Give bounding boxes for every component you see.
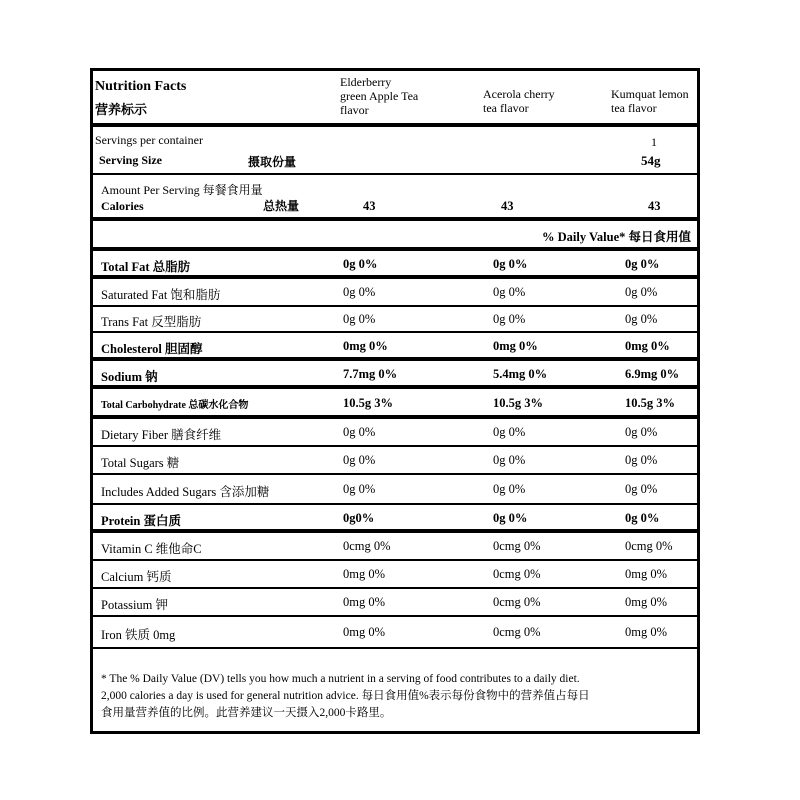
calories-value-1: 43: [363, 199, 376, 213]
panel-title-cn: 营养标示: [95, 102, 148, 117]
nutrient-value-3: 0mg 0%: [625, 595, 668, 609]
nutrient-label: Sodium 钠: [101, 370, 158, 384]
nutrient-value-1: 0mg 0%: [343, 339, 388, 353]
nutrient-value-3: 0cmg 0%: [625, 539, 673, 553]
nutrient-value-3: 0mg 0%: [625, 625, 668, 639]
nutrient-value-2: 0g 0%: [493, 312, 526, 326]
calories-label-cn: 总热量: [263, 199, 300, 213]
nutrient-row: [93, 617, 697, 649]
nutrient-value-2: 10.5g 3%: [493, 396, 543, 410]
calories-row: [93, 175, 697, 221]
nutrient-value-2: 0g 0%: [493, 482, 526, 496]
serving-size-label-cn: 摄取份量: [248, 155, 297, 169]
nutrition-facts-panel: [90, 68, 700, 734]
nutrient-row: [93, 333, 697, 361]
nutrient-label: Protein 蛋白质: [101, 514, 181, 528]
nutrient-value-1: 0mg 0%: [343, 567, 386, 581]
servings-value: 1: [651, 135, 657, 149]
nutrient-value-1: 0g 0%: [343, 257, 378, 271]
servings-row: [93, 127, 697, 175]
panel-title: Nutrition Facts: [95, 79, 187, 94]
daily-value-header: % Daily Value* 每日食用值: [542, 230, 691, 244]
footnote: * The % Daily Value (DV) tells you how much a nutrient in a serving of food contributes to a daily diet. 2,000 calories a day is used for general nutrition advice. 每日食用值%表示每份食物中的营养值占每日 食用量营养值的比例。此营养建议一天摄入2,000卡路里。: [101, 673, 590, 719]
nutrient-value-3: 0g 0%: [625, 257, 660, 271]
serving-size-value: 54g: [641, 153, 661, 168]
nutrient-label: Total Sugars 糖: [101, 456, 180, 470]
nutrient-value-1: 0g 0%: [343, 285, 376, 299]
nutrient-value-1: 0g 0%: [343, 425, 376, 439]
nutrient-value-2: 0g 0%: [493, 511, 528, 525]
nutrient-row: [93, 389, 697, 419]
nutrient-label: Vitamin C 维他命C: [101, 542, 202, 556]
calories-label: Calories: [101, 199, 144, 213]
nutrient-value-1: 10.5g 3%: [343, 396, 393, 410]
nutrient-value-2: 0cmg 0%: [493, 567, 541, 581]
nutrient-label: Saturated Fat 饱和脂肪: [101, 288, 221, 302]
nutrient-value-1: 0g0%: [343, 511, 375, 525]
nutrient-value-2: 0cmg 0%: [493, 539, 541, 553]
col-header-acerola: Acerola cherry tea flavor: [483, 87, 555, 115]
nutrient-value-3: 0g 0%: [625, 425, 658, 439]
calories-value-2: 43: [501, 199, 514, 213]
nutrient-value-2: 5.4mg 0%: [493, 367, 548, 381]
nutrient-value-3: 0mg 0%: [625, 339, 670, 353]
nutrient-value-3: 10.5g 3%: [625, 396, 675, 410]
nutrient-value-1: 0g 0%: [343, 482, 376, 496]
nutrient-value-3: 0g 0%: [625, 285, 658, 299]
nutrient-label: Calcium 钙质: [101, 570, 172, 584]
nutrient-label: Iron 铁质 0mg: [101, 628, 176, 642]
nutrient-label: Total Carbohydrate 总碳水化合物: [101, 400, 249, 411]
nutrient-row: [93, 279, 697, 307]
nutrient-value-1: 7.7mg 0%: [343, 367, 398, 381]
nutrient-value-1: 0g 0%: [343, 453, 376, 467]
col-header-kumquat: Kumquat lemon tea flavor: [611, 87, 689, 115]
nutrient-row: [93, 505, 697, 533]
nutrient-label: Trans Fat 反型脂肪: [101, 315, 202, 329]
calories-value-3: 43: [648, 199, 661, 213]
nutrient-row: [93, 475, 697, 505]
nutrient-label: Dietary Fiber 膳食纤维: [101, 428, 222, 442]
nutrient-value-3: 0g 0%: [625, 511, 660, 525]
nutrient-label: Total Fat 总脂肪: [101, 260, 191, 274]
amount-per-serving-label: Amount Per Serving 每餐食用量: [101, 183, 263, 197]
nutrient-value-2: 0g 0%: [493, 285, 526, 299]
header-row: [93, 71, 697, 127]
nutrient-row: [93, 447, 697, 475]
nutrient-value-3: 6.9mg 0%: [625, 367, 680, 381]
col-header-elderberry: Elderberry green Apple Tea flavor: [340, 75, 419, 117]
nutrient-value-1: 0g 0%: [343, 312, 376, 326]
nutrient-label: Potassium 钾: [101, 598, 169, 612]
nutrient-value-3: 0mg 0%: [625, 567, 668, 581]
nutrient-row: [93, 361, 697, 389]
nutrient-row: [93, 419, 697, 447]
nutrient-value-2: 0g 0%: [493, 425, 526, 439]
nutrient-value-1: 0cmg 0%: [343, 539, 391, 553]
nutrient-value-2: 0g 0%: [493, 453, 526, 467]
nutrient-value-2: 0cmg 0%: [493, 625, 541, 639]
nutrient-row: [93, 251, 697, 279]
daily-value-header-row: [93, 221, 697, 251]
nutrient-label: Includes Added Sugars 含添加糖: [101, 485, 270, 499]
serving-size-label: Serving Size: [99, 153, 162, 167]
nutrient-row: [93, 589, 697, 617]
nutrient-label: Cholesterol 胆固醇: [101, 342, 203, 356]
servings-label: Servings per container: [95, 133, 203, 147]
nutrient-row: [93, 533, 697, 561]
nutrient-value-1: 0mg 0%: [343, 595, 386, 609]
nutrient-value-2: 0mg 0%: [493, 339, 538, 353]
nutrient-value-3: 0g 0%: [625, 482, 658, 496]
nutrient-value-2: 0g 0%: [493, 257, 528, 271]
nutrient-value-3: 0g 0%: [625, 453, 658, 467]
nutrient-row: [93, 307, 697, 333]
nutrient-value-3: 0g 0%: [625, 312, 658, 326]
nutrient-value-2: 0cmg 0%: [493, 595, 541, 609]
nutrient-value-1: 0mg 0%: [343, 625, 386, 639]
nutrient-row: [93, 561, 697, 589]
